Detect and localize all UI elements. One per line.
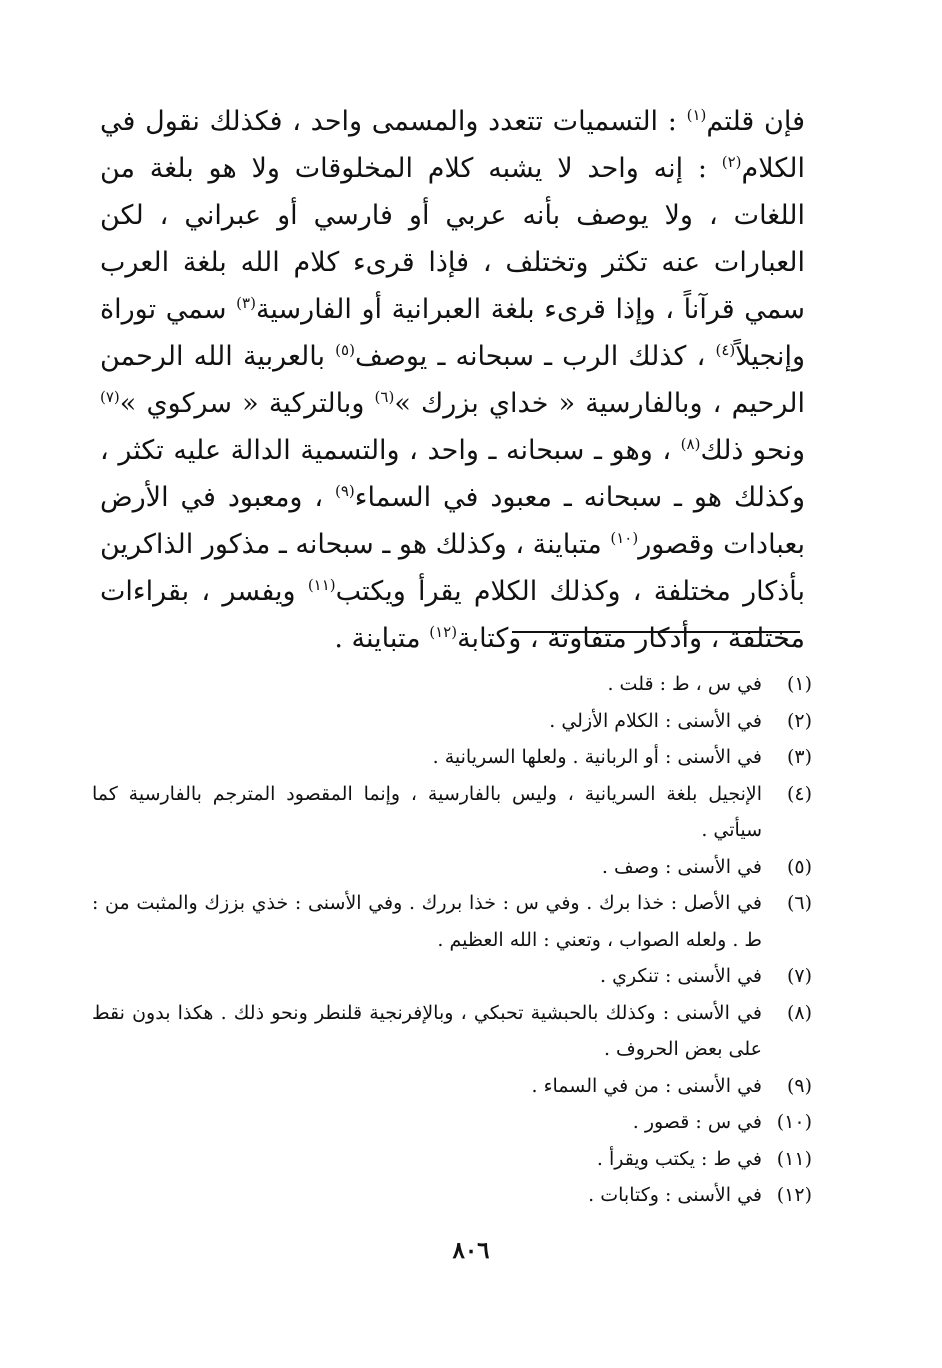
text-segment: متباينة ، وكذلك هو ـ سبحانه ـ مذكور الذاكرين بأذكار مختلفة ، وكذلك الكلام يقرأ ويكتب xyxy=(100,529,805,607)
footnote-reference: (٧) xyxy=(100,388,120,406)
footnotes-list xyxy=(92,666,812,1214)
footnote-separator-rule xyxy=(512,631,800,633)
footnote-number: (٣) xyxy=(786,746,812,768)
footnote-reference: (١٢) xyxy=(429,623,458,641)
footnote-reference: (٢) xyxy=(721,153,742,171)
footnote-text: في الأصل : خذا برك . وفي س : خذا بررك . وفي الأسنى : خذي بززك والمثبت من : ط . ولعله الصواب ، وتعني : الله العظيم . xyxy=(92,892,762,951)
text-segment: ، وهو ـ سبحانه ـ واحد ، والتسمية الدالة عليه تكثر ، وكذلك هو ـ سبحانه ـ معبود في السماء xyxy=(100,435,805,513)
main-text-block xyxy=(100,98,805,662)
text-segment: فإن قلتم xyxy=(706,106,805,137)
footnote-number: (١١) xyxy=(776,1147,812,1170)
text-segment: بالعربية الله الرحمن الرحيم ، وبالفارسية « خداي بزرك » xyxy=(100,341,805,419)
footnote-text: في الأسنى : وكذلك بالحبشية تحبكي ، وبالإفرنجية قلنطر ونحو ذلك . هكذا بدون نقط على بعض الحروف . xyxy=(92,1001,762,1060)
footnote-reference: (١١) xyxy=(307,576,336,594)
footnote-item xyxy=(92,885,812,958)
footnote-item xyxy=(92,958,812,995)
footnote-text: في الأسنى : وصف . xyxy=(601,855,762,878)
footnote-number: (٤) xyxy=(786,782,812,805)
footnote-item xyxy=(92,1104,812,1141)
footnote-number: (٥) xyxy=(786,855,812,878)
text-segment: سمي توراة وإنجيلاً xyxy=(100,294,805,372)
footnote-text: في الأسنى : أو الربانية . ولعلها السريانية . xyxy=(432,746,762,768)
text-segment: : إنه واحد لا يشبه كلام المخلوقات ولا هو بلغة من اللغات ، ولا يوصف بأنه عربي أو فارسي أو عبراني ، لكن العبارات عنه تكثر وتختلف ، فإذا قرىء كلام الله بلغة العرب سمي قرآناً ، وإذا قرىء بلغة العبرانية أو الفارسية xyxy=(100,153,805,325)
text-segment: ، ومعبود في الأرض بعبادات وقصور xyxy=(100,482,805,560)
text-segment: : التسميات تتعدد والمسمى واحد ، فكذلك نقول في الكلام xyxy=(100,106,805,184)
text-segment: متباينة . xyxy=(334,623,430,654)
footnote-number: (٦) xyxy=(786,892,812,914)
footnote-reference: (٣) xyxy=(236,294,256,312)
footnote-number: (٩) xyxy=(786,1074,812,1097)
footnote-item xyxy=(92,1068,812,1105)
footnote-text: في الأسنى : الكلام الأزلي . xyxy=(549,709,762,732)
footnote-reference: (٥) xyxy=(335,341,355,359)
footnote-reference: (٩) xyxy=(335,482,355,500)
main-paragraph xyxy=(100,98,805,662)
footnote-text: في س : قصور . xyxy=(632,1111,762,1133)
footnote-reference: (١٠) xyxy=(610,529,639,547)
footnote-item xyxy=(92,703,812,740)
text-segment: ويفسر ، بقراءات مختلفة ، وأذكار متفاوتة ، وكتابة xyxy=(100,576,805,654)
footnote-number: (١٠) xyxy=(776,1111,812,1133)
footnote-reference: (٦) xyxy=(374,388,395,406)
footnote-number: (٢) xyxy=(786,709,812,732)
footnote-item xyxy=(92,739,812,776)
footnote-reference: (٤) xyxy=(715,341,736,359)
footnote-number: (١٢) xyxy=(776,1184,812,1206)
footnote-item xyxy=(92,776,812,849)
text-segment: وبالتركية « سركوي » xyxy=(119,388,375,419)
footnote-item xyxy=(92,666,812,703)
footnote-text: في الأسنى : تنكري . xyxy=(600,965,762,987)
footnote-item xyxy=(92,995,812,1068)
footnote-reference: (١) xyxy=(686,106,707,124)
footnote-item xyxy=(92,849,812,886)
footnote-item xyxy=(92,1177,812,1214)
page-number: ٨٠٦ xyxy=(452,1237,490,1264)
footnote-text: في الأسنى : وكتابات . xyxy=(588,1184,762,1206)
footnote-item xyxy=(92,1141,812,1178)
text-segment: ، كذلك الرب ـ سبحانه ـ يوصف xyxy=(354,341,716,372)
footnote-text: في الأسنى : من في السماء . xyxy=(531,1074,762,1097)
footnote-number: (٧) xyxy=(786,965,812,987)
footnote-text: في س ، ط : قلت . xyxy=(607,673,762,695)
footnote-number: (١) xyxy=(786,673,812,695)
footnote-reference: (٨) xyxy=(680,435,701,453)
footnote-number: (٨) xyxy=(786,1001,812,1024)
text-segment: ونحو ذلك xyxy=(700,435,805,466)
footnote-text: في ط : يكتب ويقرأ . xyxy=(596,1147,762,1170)
footnote-text: الإنجيل بلغة السريانية ، وليس بالفارسية ، وإنما المقصود المترجم بالفارسية كما سيأتي . xyxy=(92,782,762,841)
